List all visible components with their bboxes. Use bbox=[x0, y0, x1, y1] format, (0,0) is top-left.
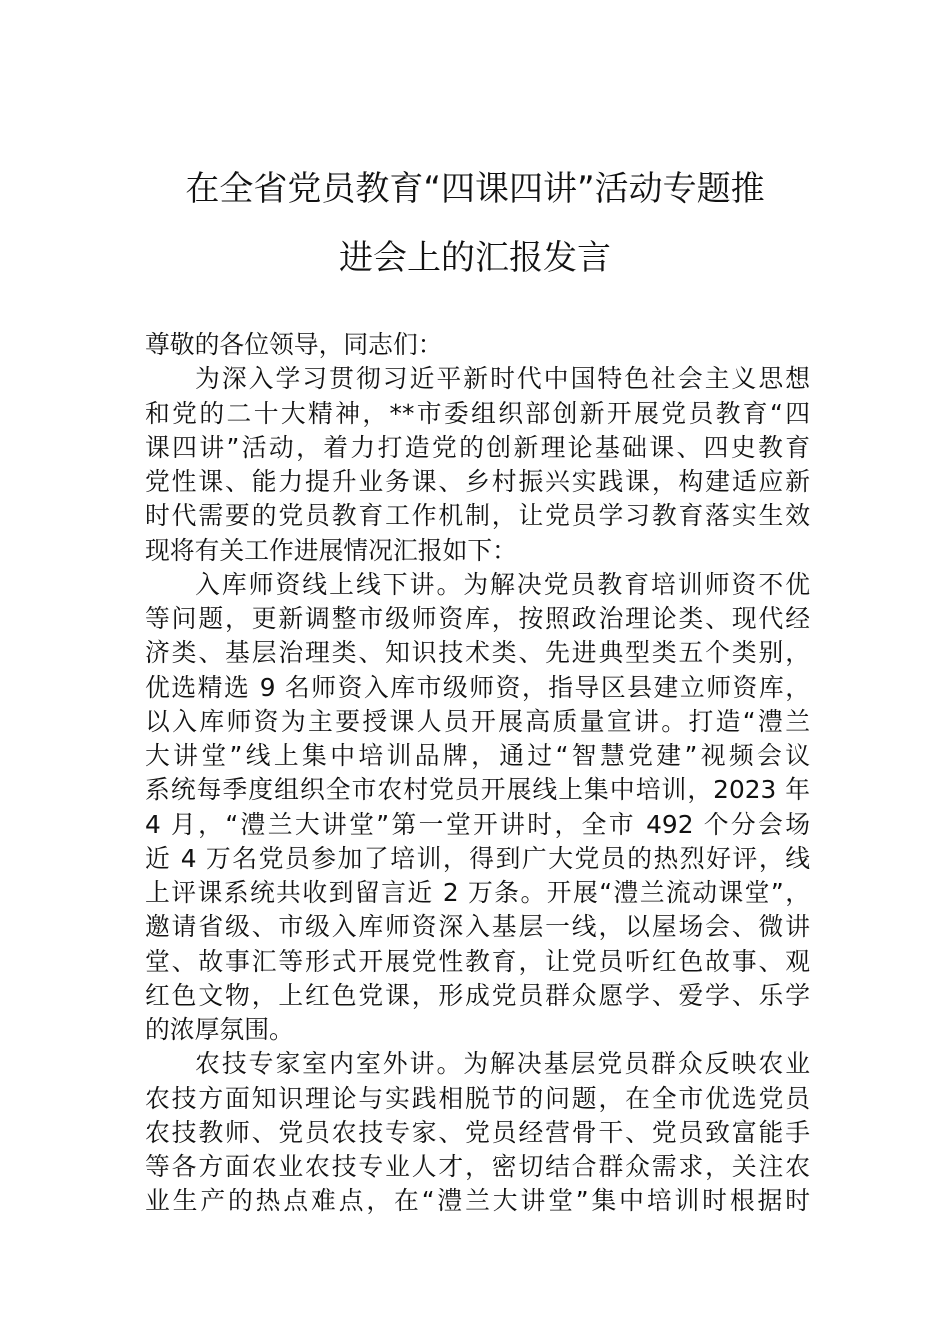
paragraph-1-line: 现将有关工作进展情况汇报如下： bbox=[145, 535, 517, 565]
document-title-line-2: 进会上的汇报发言 bbox=[339, 238, 611, 278]
paragraph-2-line: 等问题，更新调整市级师资库，按照政治理论类、现代经 bbox=[145, 604, 810, 633]
salutation: 尊敬的各位领导，同志们： bbox=[145, 330, 443, 359]
paragraph-3-line: 农技教师、党员农技专家、党员经营骨干、党员致富能手 bbox=[145, 1117, 810, 1147]
paragraph-1-line: 为深入学习贯彻习近平新时代中国特色社会主义思想 bbox=[195, 364, 810, 394]
paragraph-2-line: 以入库师资为主要授课人员开展高质量宣讲。打造“澧兰 bbox=[145, 706, 810, 736]
paragraph-3-line: 等各方面农业农技专业人才，密切结合群众需求，关注农 bbox=[145, 1152, 810, 1181]
document-title-line-1: 在全省党员教育“四课四讲”活动专题推 bbox=[185, 169, 765, 209]
paragraph-1-line: 时代需要的党员教育工作机制，让党员学习教育落实生效 bbox=[145, 501, 810, 531]
paragraph-1-line: 党性课、能力提升业务课、乡村振兴实践课，构建适应新 bbox=[145, 467, 810, 496]
paragraph-2-line: 红色文物，上红色党课，形成党员群众愿学、爱学、乐学 bbox=[145, 980, 810, 1010]
paragraph-3-line: 农技方面知识理论与实践相脱节的问题，在全市优选党员 bbox=[145, 1083, 810, 1113]
paragraph-2-line: 堂、故事汇等形式开展党性教育，让党员听红色故事、观 bbox=[145, 946, 810, 976]
paragraph-2-line: 入库师资线上线下讲。为解决党员教育培训师资不优 bbox=[195, 569, 810, 599]
paragraph-2-line: 近 4 万名党员参加了培训，得到广大党员的热烈好评，线 bbox=[145, 843, 810, 873]
paragraph-2-line: 优选精选 9 名师资入库市级师资，指导区县建立师资库， bbox=[145, 672, 810, 702]
document-body bbox=[145, 328, 810, 1219]
paragraph-2-line: 济类、基层治理类、知识技术类、先进典型类五个类别， bbox=[145, 638, 810, 668]
paragraph-3-line: 业生产的热点难点，在“澧兰大讲堂”集中培训时根据时 bbox=[145, 1186, 810, 1216]
paragraph-1-line: 课四讲”活动，着力打造党的创新理论基础课、四史教育 bbox=[145, 432, 810, 462]
paragraph-2-line: 系统每季度组织全市农村党员开展线上集中培训，2023 年 bbox=[145, 775, 810, 805]
paragraph-2-line: 上评课系统共收到留言近 2 万条。开展“澧兰流动课堂”， bbox=[145, 878, 810, 907]
paragraph-2-line: 大讲堂”线上集中培训品牌，通过“智慧党建”视频会议 bbox=[145, 741, 810, 770]
paragraph-2-line: 的浓厚氛围。 bbox=[145, 1015, 294, 1044]
paragraph-2-line: 4 月，“澧兰大讲堂”第一堂开讲时，全市 492 个分会场 bbox=[145, 809, 810, 839]
paragraph-3-line: 农技专家室内室外讲。为解决基层党员群众反映农业 bbox=[195, 1049, 810, 1079]
paragraph-2-line: 邀请省级、市级入库师资深入基层一线，以屋场会、微讲 bbox=[145, 912, 810, 942]
paragraph-1-line: 和党的二十大精神，**市委组织部创新开展党员教育“四 bbox=[145, 398, 810, 428]
